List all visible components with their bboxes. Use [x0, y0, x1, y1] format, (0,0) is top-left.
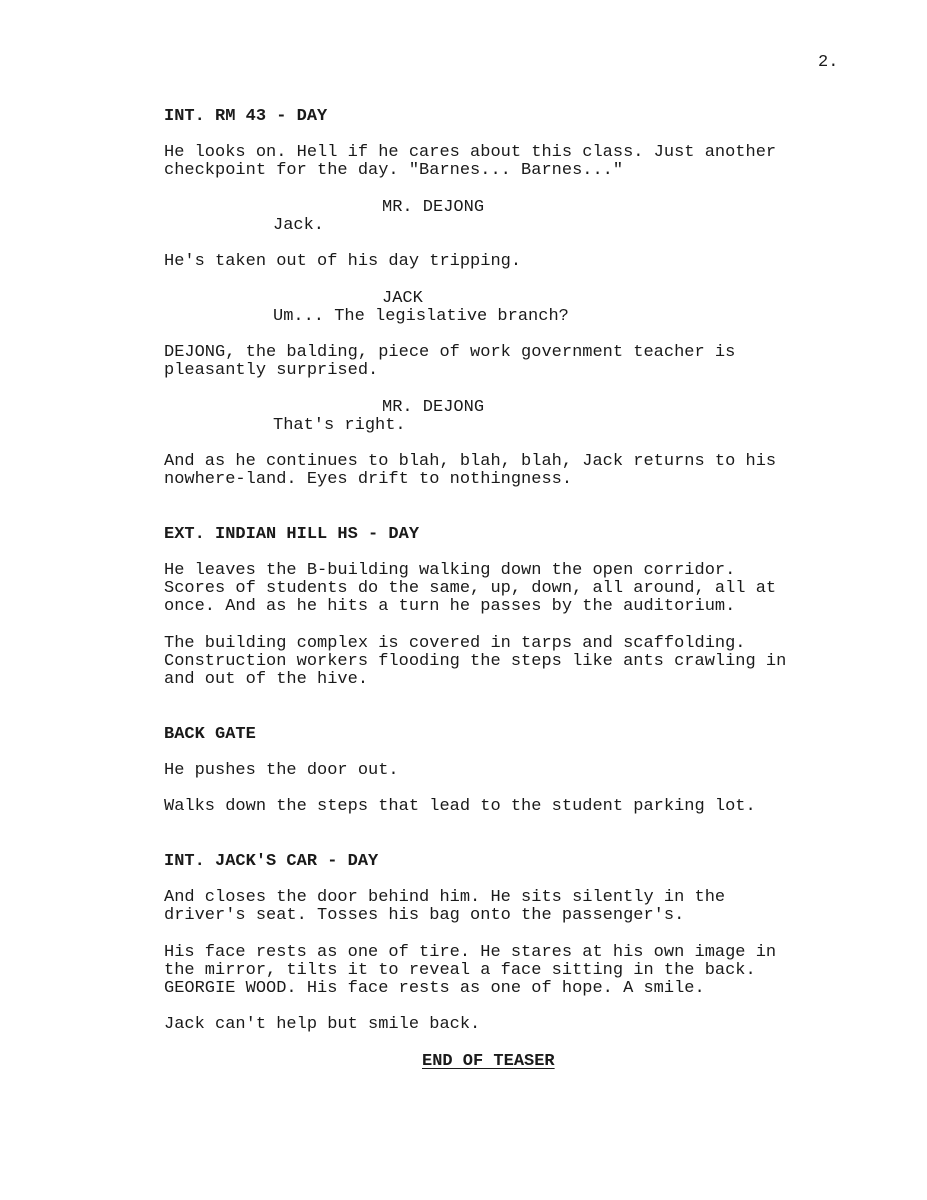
action-line: Construction workers flooding the steps like ants crawling in [164, 652, 787, 671]
action-line: He pushes the door out. [164, 761, 399, 780]
page-number: 2. [818, 53, 839, 72]
action-line: The building complex is covered in tarps and scaffolding. [164, 634, 746, 653]
action-line: Walks down the steps that lead to the student parking lot. [164, 797, 756, 816]
scene-heading: INT. RM 43 - DAY [164, 107, 328, 126]
scene-heading: INT. JACK'S CAR - DAY [164, 852, 379, 871]
character-name: MR. DEJONG [382, 398, 485, 417]
character-name: MR. DEJONG [382, 198, 485, 217]
action-line: checkpoint for the day. "Barnes... Barnes..." [164, 161, 624, 180]
action-line: the mirror, tilts it to reveal a face sitting in the back. [164, 961, 756, 980]
dialogue-line: Um... The legislative branch? [273, 307, 569, 326]
character-name: JACK [382, 289, 423, 308]
action-line: DEJONG, the balding, piece of work government teacher is [164, 343, 736, 362]
scene-heading: EXT. INDIAN HILL HS - DAY [164, 525, 420, 544]
action-line: And closes the door behind him. He sits silently in the [164, 888, 726, 907]
dialogue-line: That's right. [273, 416, 406, 435]
action-line: Scores of students do the same, up, down, all around, all at [164, 579, 777, 598]
scene-heading: BACK GATE [164, 725, 256, 744]
action-line: once. And as he hits a turn he passes by the auditorium. [164, 597, 736, 616]
action-line: His face rests as one of tire. He stares at his own image in [164, 943, 777, 962]
action-line: And as he continues to blah, blah, blah, Jack returns to his [164, 452, 777, 471]
action-line: pleasantly surprised. [164, 361, 379, 380]
action-line: driver's seat. Tosses his bag onto the passenger's. [164, 906, 685, 925]
dialogue-line: Jack. [273, 216, 325, 235]
transition-end-of-teaser: END OF TEASER [422, 1052, 555, 1071]
action-line: He leaves the B-building walking down the open corridor. [164, 561, 736, 580]
action-line: Jack can't help but smile back. [164, 1015, 481, 1034]
action-line: GEORGIE WOOD. His face rests as one of hope. A smile. [164, 979, 705, 998]
action-line: He looks on. Hell if he cares about this class. Just another [164, 143, 777, 162]
action-line: He's taken out of his day tripping. [164, 252, 522, 271]
action-line: nowhere-land. Eyes drift to nothingness. [164, 470, 573, 489]
action-line: and out of the hive. [164, 670, 369, 689]
